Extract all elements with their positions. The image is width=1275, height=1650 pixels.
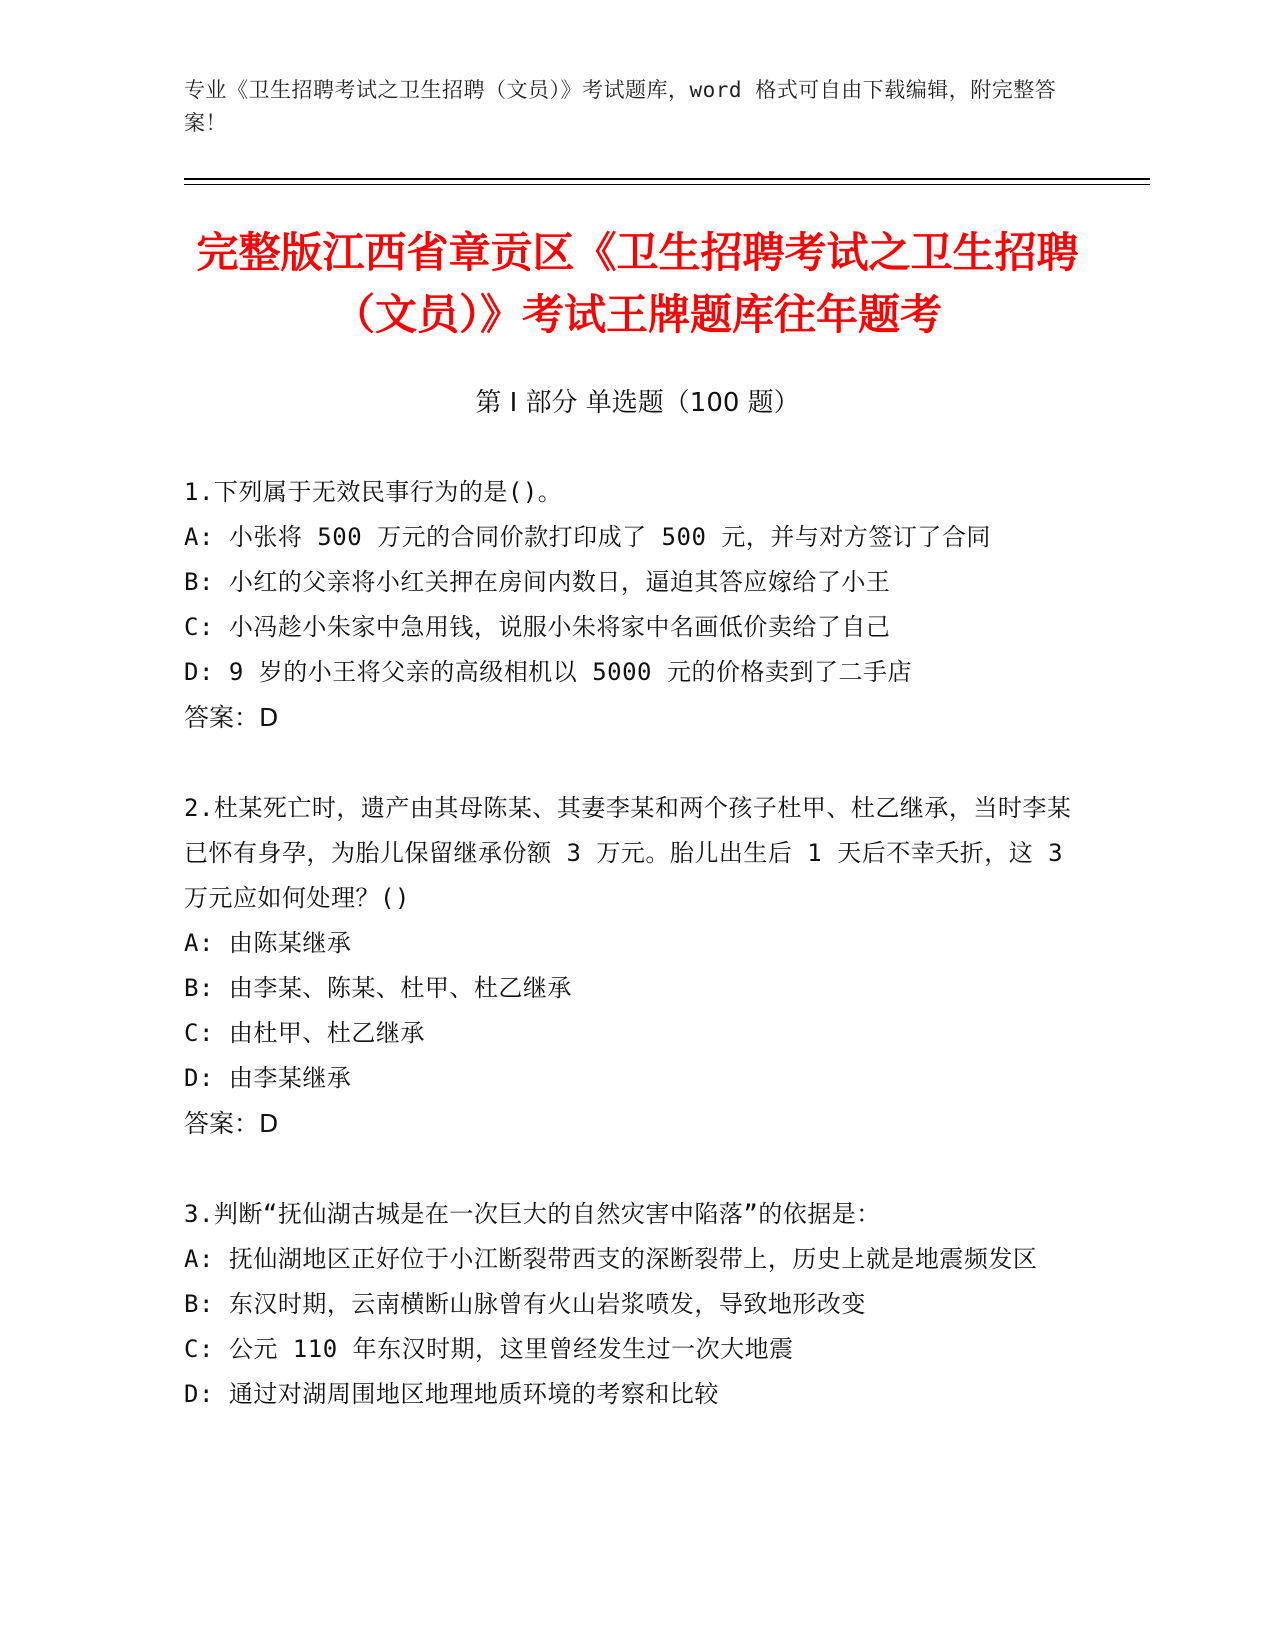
header-note: 专业《卫生招聘考试之卫生招聘（文员）》考试题库，word 格式可自由下载编辑，附完整答案！ [184, 78, 1057, 135]
option-b: B: 东汉时期，云南横断山脉曾有火山岩浆喷发，导致地形改变 [184, 1290, 866, 1318]
option-d: D: 9 岁的小王将父亲的高级相机以 5000 元的价格卖到了二手店 [184, 658, 912, 686]
answer-line: 答案：D [184, 703, 279, 732]
option-d: D: 通过对湖周围地区地理地质环境的考察和比较 [184, 1380, 719, 1408]
option-c: C: 小冯趁小朱家中急用钱，说服小朱将家中名画低价卖给了自己 [184, 613, 891, 641]
option-a: A: 小张将 500 万元的合同价款打印成了 500 元，并与对方签订了合同 [184, 523, 991, 551]
question-list [184, 470, 1084, 1463]
option-b: B: 由李某、陈某、杜甲、杜乙继承 [184, 974, 572, 1002]
answer-line: 答案：D [184, 1109, 279, 1138]
question-1 [184, 470, 1084, 740]
question-stem: 2.杜某死亡时，遗产由其母陈某、其妻李某和两个孩子杜甲、杜乙继承，当时李某已怀有身孕，为胎儿保留继承份额 3 万元。胎儿出生后 1 天后不幸夭折，这 3 万元应如何处理？() [184, 794, 1072, 912]
option-c: C: 由杜甲、杜乙继承 [184, 1019, 425, 1047]
option-a: A: 抚仙湖地区正好位于小江断裂带西支的深断裂带上，历史上就是地震频发区 [184, 1245, 1038, 1273]
question-stem: 3.判断“抚仙湖古城是在一次巨大的自然灾害中陷落”的依据是： [184, 1200, 881, 1228]
option-c: C: 公元 110 年东汉时期，这里曾经发生过一次大地震 [184, 1335, 794, 1363]
option-a: A: 由陈某继承 [184, 929, 352, 957]
document-title: 完整版江西省章贡区《卫生招聘考试之卫生招聘（文员）》考试王牌题库往年题考 [196, 228, 1079, 339]
option-b: B: 小红的父亲将小红关押在房间内数日，逼迫其答应嫁给了小王 [184, 568, 891, 596]
question-2 [184, 786, 1084, 1146]
header-rule-thin [184, 184, 1150, 185]
question-3 [184, 1192, 1084, 1417]
header-rule-thick [184, 178, 1150, 180]
question-stem: 1.下列属于无效民事行为的是()。 [184, 478, 563, 506]
section-heading: 第 I 部分 单选题（100 题） [475, 388, 800, 418]
option-d: D: 由李某继承 [184, 1064, 352, 1092]
